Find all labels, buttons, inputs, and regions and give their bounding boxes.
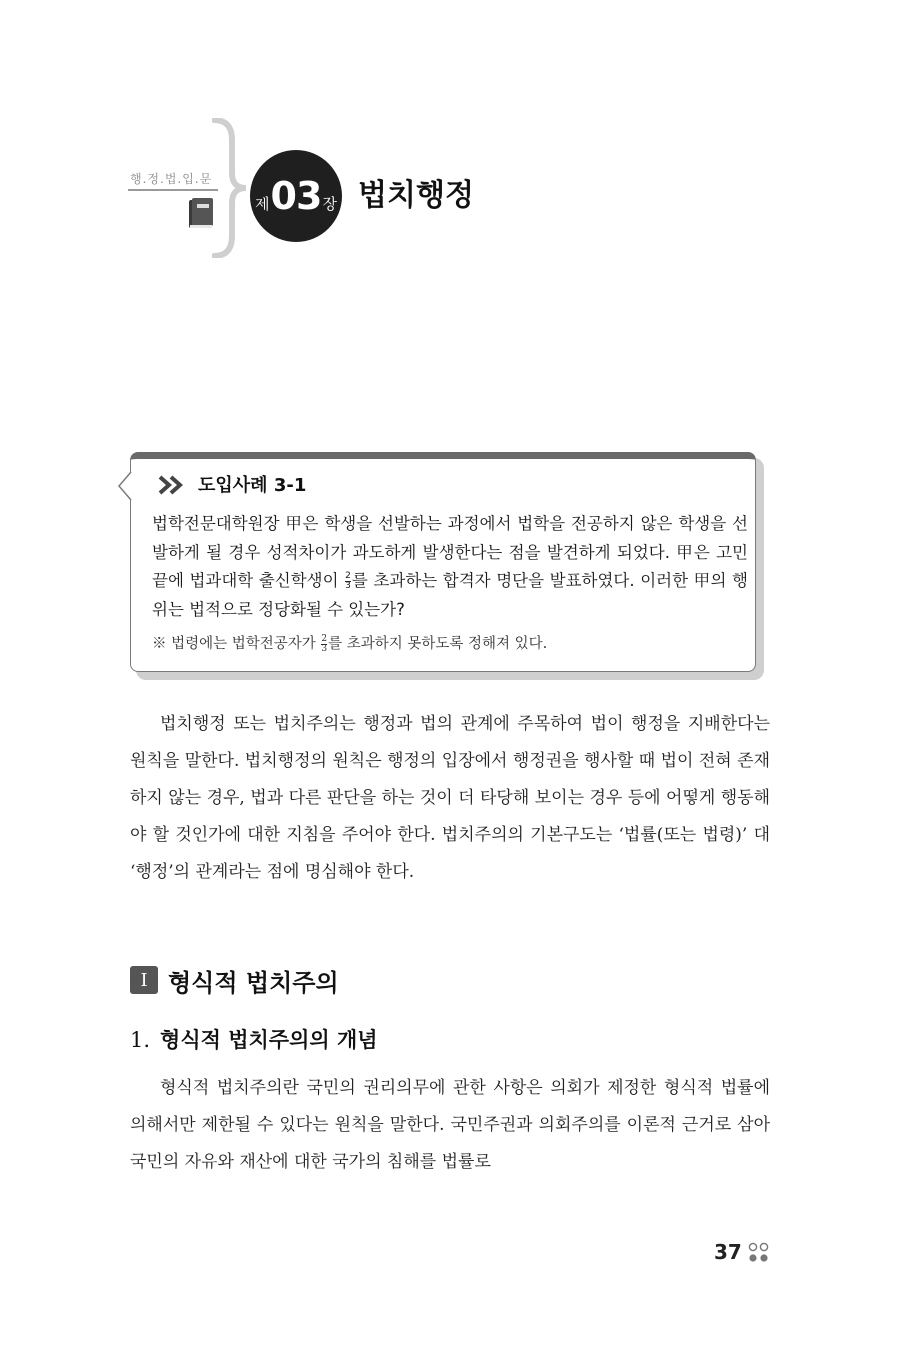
body-paragraph-1: 법치행정 또는 법치주의는 행정과 법의 관계에 주목하여 법이 행정을 지배한다는 원칙을 말한다. 법치행정의 원칙은 행정의 입장에서 행정권을 행사할 때 법이 전혀 존재하지 않는 경우, 법과 다른 판단을 하는 것이 더 타당해 보이는 경우 등에 어떻게 행동해야 할 것인가에 대한 지침을 주어야 한다. 법치주의의 기본구도는 ‘법률(또는 법령)’ 대 ‘행정’의 관계라는 점에 명심해야 한다. xyxy=(130,714,770,882)
chapter-title: 법치행정 xyxy=(358,178,474,213)
case-note: ※ 법령에는 법학전공자가 $\frac{2}{3}$ 를 초과하지 못하도록 정해져 있다. xyxy=(152,633,548,654)
fraction: $\frac{2}{3}$ xyxy=(345,571,351,591)
page-number: 37 xyxy=(714,1240,742,1264)
fraction: $\frac{2}{3}$ xyxy=(321,633,328,654)
subsection-heading xyxy=(130,1024,378,1054)
case-text: 법학전문대학원장 甲은 학생을 선발하는 과정에서 법학을 전공하지 않은 학생을 선발하게 될 경우 성적차이가 과도하게 발생한다는 점을 발견하게 되었다. 甲은 고민 끝에 법과대학 출신학생이 $\frac{2}{3}$ 를 초과하는 합격자 명단을 발표하였다. 이러한 甲의 행위는 법적으로 정당화될 수 있는가? xyxy=(152,514,748,619)
case-box-notch xyxy=(118,472,142,500)
subsection-title: 형식적 법치주의의 개념 xyxy=(160,1028,378,1052)
case-heading: 도입사례 3-1 xyxy=(198,475,307,496)
chapter-suffix: 장 xyxy=(322,194,337,213)
section-number-badge: I xyxy=(130,966,158,994)
chapter-number: 03 xyxy=(270,174,322,218)
chapter-badge xyxy=(250,150,342,242)
section-heading xyxy=(130,962,339,998)
section-title: 형식적 법치주의 xyxy=(168,968,339,997)
subsection-number: 1. xyxy=(130,1028,151,1052)
dots-decoration-icon xyxy=(748,1242,770,1264)
brace-decoration xyxy=(212,118,248,258)
series-label: 행.정.법.입.문 xyxy=(130,172,213,186)
double-chevron-icon xyxy=(158,474,188,496)
body-paragraph-2: 형식적 법치주의란 국민의 권리의무에 관한 사항은 의회가 제정한 형식적 법률에 의해서만 제한될 수 있다는 원칙을 말한다. 국민주권과 의회주의를 이론적 근거로 삼아 국민의 자유와 재산에 대한 국가의 침해를 법률로 xyxy=(130,1078,770,1172)
series-divider xyxy=(128,189,218,191)
chapter-prefix: 제 xyxy=(255,194,270,213)
